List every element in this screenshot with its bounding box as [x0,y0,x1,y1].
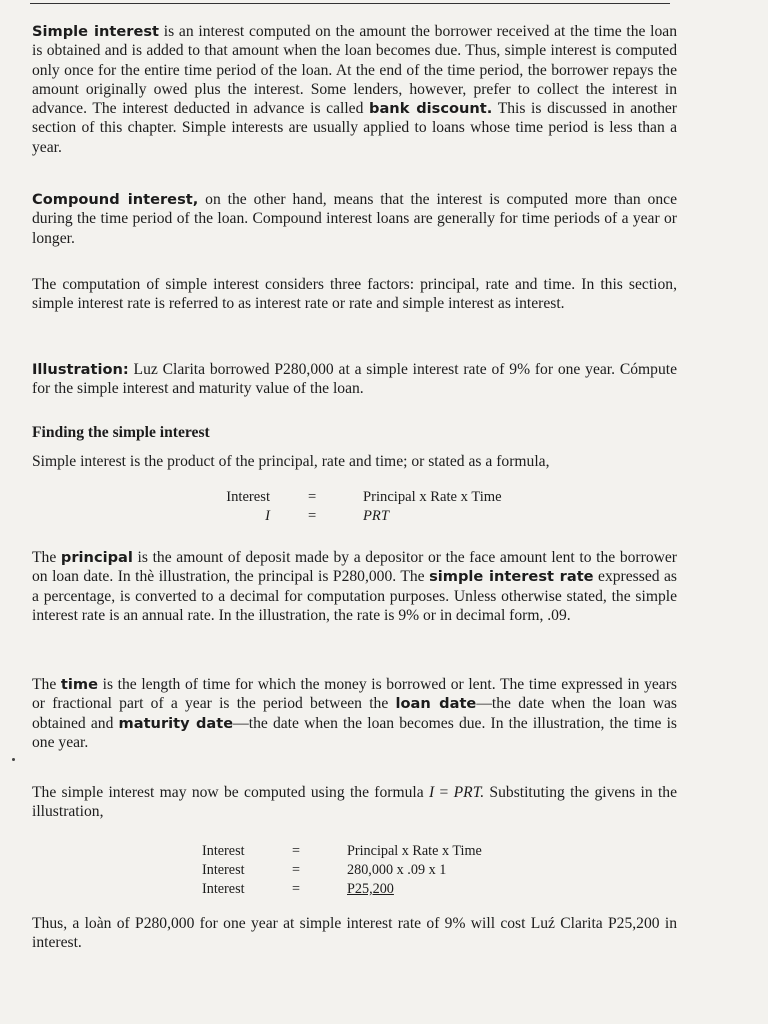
computation-right: 280,000 x .09 x 1 [347,862,447,878]
formula-block [222,488,542,526]
text: Substituting the givens in the illustration, [32,784,678,821]
formula-equals: = [308,489,317,505]
term-maturity-date: maturity date [118,714,234,732]
section-heading: Finding the simple interest [32,424,210,441]
term-principal: principal [60,549,133,566]
computation-row [202,842,532,861]
text: —the date when the loan becomes due. In the illustration, the time is one year. [32,714,677,751]
margin-mark [12,758,15,761]
formula-row [222,507,542,526]
computation-result: P25,200 [347,881,394,897]
term-bank-discount: bank discount. [369,100,493,118]
paragraph-conclusion: Thus, a loàn of P280,000 for one year at simple interest rate of 9% will cost Luź Clarita P25,200 in interest. [32,915,677,952]
paragraph-compute [32,783,677,822]
computation-row [202,861,532,880]
term-simple-interest: Simple interest [32,23,160,40]
paragraph-illustration [32,360,677,399]
text: = [434,784,454,801]
text: expressed as a percentage, is converted to a decimal for computation purposes. Unless otherwise stated, the simple interest rate is an annual rate. In the illustration, the rate is 9% or in decimal form, .09. [32,568,677,624]
text: The [32,676,61,693]
formula-left: I [265,508,270,524]
computation-left: Interest [202,843,245,859]
paragraph-principal [32,548,677,625]
paragraph-simple-interest [32,22,677,157]
formula-row [222,488,542,507]
text: The [32,549,61,566]
top-rule [30,3,670,4]
text: is the amount of deposit made by a depositor or the face amount lent to the borrower on loan date. In thè illustration, the principal is P280,000. The [32,549,677,586]
computation-equals: = [292,881,301,897]
computation-block [202,842,532,899]
formula-left: Interest [226,489,270,505]
computation-left: Interest [202,862,245,878]
formula-right: PRT [363,508,389,524]
computation-right: Principal x Rate x Time [347,843,482,859]
text: is the length of time for which the money is borrowed or lent. The time expressed in years or fractional part of a year is the period between the [32,676,677,713]
formula-right: Principal x Rate x Time [363,489,502,505]
computation-equals: = [292,862,301,878]
text: This is discussed in another section of this chapter. Simple interests are usually applied to loans whose time period is less than a year. [32,100,678,156]
formula-var: I [429,784,435,801]
computation-equals: = [292,843,301,859]
text: on the other hand, means that the interest is computed more than once during the time period of the loan. Compound interest loans are generally for time periods of a year or longer. [32,191,677,247]
term-compound-interest: Compound interest, [32,191,199,208]
paragraph-time [32,675,677,752]
term-loan-date: loan date [395,695,477,713]
text: is an interest computed on the amount the borrower received at the time the loan is obtained and is added to that amount when the loan becomes due. Thus, simple interest is computed only once for the entire time period of the loan. At the end of the time period, the borrower repays the amount originally owed plus the interest. Some lenders, however, prefer to collect the interest in advance. The interest deducted in advance is called [32,23,677,118]
paragraph-compound-interest [32,190,677,248]
text: The simple interest may now be computed using the formula [32,784,429,801]
computation-row [202,880,532,899]
term-time: time [60,676,98,693]
term-simple-interest-rate: simple interest rate [429,568,594,586]
paragraph-formula-intro: Simple interest is the product of the principal, rate and time; or stated as a formula, [32,453,550,470]
computation-left: Interest [202,881,245,897]
term-illustration: Illustration: [32,361,129,378]
paragraph-factors: The computation of simple interest considers three factors: principal, rate and time. In this section, simple interest rate is referred to as interest rate or rate and simple interest as interest. [32,276,677,313]
text: Luz Clarita borrowed P280,000 at a simple interest rate of 9% for one year. Cómpute for the simple interest and maturity value of the loan. [32,361,677,398]
formula-var: PRT. [453,784,485,801]
formula-equals: = [308,508,317,524]
text: —the date when the loan was obtained and [32,695,677,732]
